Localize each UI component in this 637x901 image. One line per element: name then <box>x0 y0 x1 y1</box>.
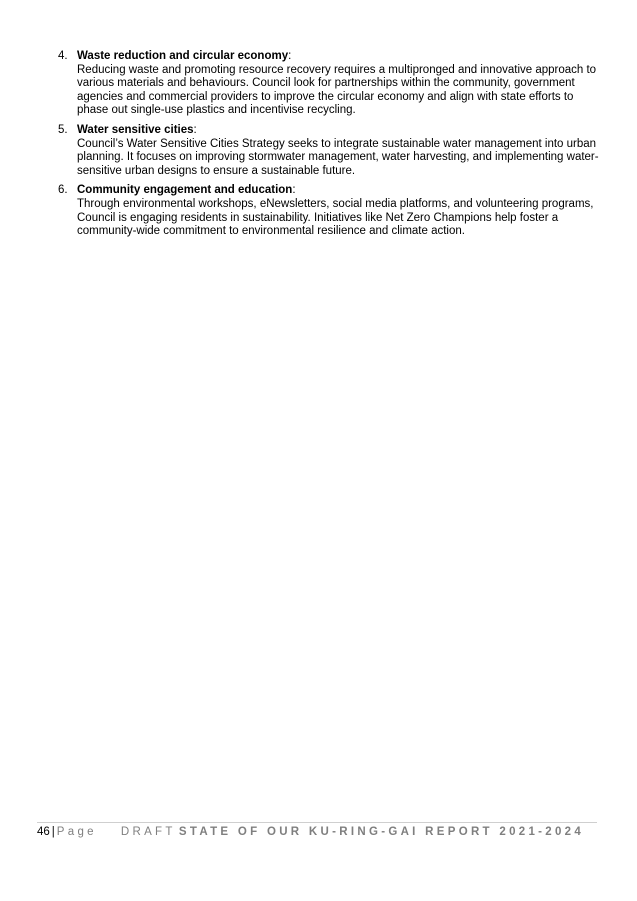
list-item-colon: : <box>292 184 296 197</box>
list-item-number: 5. <box>58 123 68 136</box>
list-item <box>56 124 604 178</box>
list-item-body: Reducing waste and promoting resource recovery requires a multipronged and innovative approach to various materials and behaviours. Council look for partnerships within the community, government agencies and commercial providers to improve the circular economy and align with state efforts to phase out single-use plastics and incentivise recycling. <box>77 63 597 117</box>
list-item-number: 4. <box>58 50 68 62</box>
list-item <box>56 184 604 238</box>
list-item-colon: : <box>193 123 197 136</box>
footer-divider <box>37 822 597 823</box>
list-item-number: 6. <box>58 184 68 197</box>
draft-label: DRAFT <box>120 826 176 838</box>
report-title: STATE OF OUR KU-RING-GAI REPORT 2021-2024 <box>178 826 585 838</box>
list-item-title: Waste reduction and circular economy <box>77 50 289 62</box>
page-number: 46 <box>37 826 50 838</box>
page-footer <box>37 825 607 839</box>
list-item-colon: : <box>288 50 292 62</box>
list-item-body: Council’s Water Sensitive Cities Strategy seeks to integrate sustainable water management into urban planning. It focuses on improving stormwater management, water harvesting, and implementing water-sensitive urban designs to ensure a sustainable future. <box>77 137 599 177</box>
list-item <box>56 50 604 118</box>
list-item-title: Community engagement and education <box>77 184 293 197</box>
footer-separator: | <box>51 826 55 838</box>
list-item-body: Through environmental workshops, eNewsletters, social media platforms, and volunteering programs, Council is engaging residents in sustainability. Initiatives like Net Zero Champions help foster a community-wide commitment to environmental resilience and climate action. <box>77 197 594 238</box>
numbered-list <box>56 50 604 245</box>
list-item-title: Water sensitive cities <box>77 123 194 136</box>
page-label: Page <box>56 826 97 838</box>
